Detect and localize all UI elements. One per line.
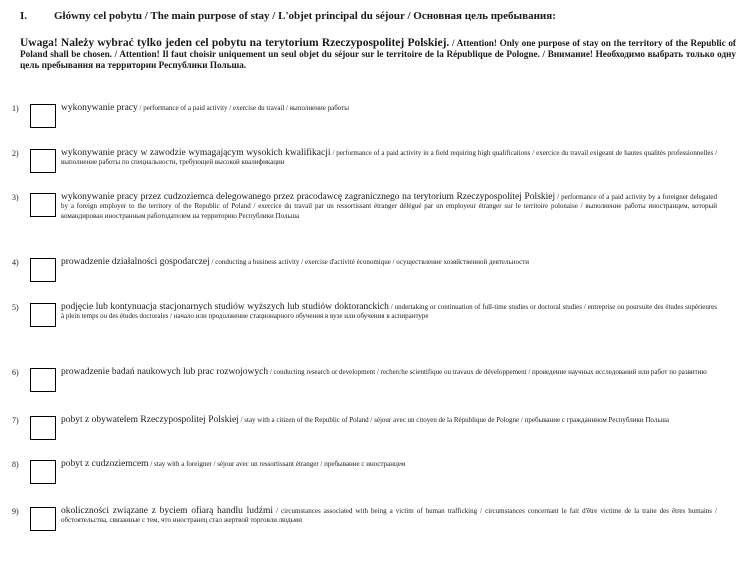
option-number: 2): [12, 149, 19, 158]
option-label-translations: / undertaking or continuation of full-time studies or doctoral studies / entreprise ou poursuite des études supérieures à plein temps ou des études doctorales / начало или продолжение стационарного обучения в вузе или обучения в аспирантуре: [61, 303, 718, 321]
option-label-translations: / conducting a business activity / exercise d'activité économique / осуществление хозяйственной деятельности: [211, 258, 530, 266]
option-label-pl: okoliczności związane z byciem ofiarą handlu ludźmi: [61, 506, 273, 516]
option-label-translations: / stay with a foreigner / séjour avec un ressortissant étranger / пребывание с иностранцем: [150, 460, 406, 468]
option-label-translations: / circumstances associated with being a victim of human trafficking / circumstances concernant le fait d'être victime de la traite des êtres humains / обстоятельства, связанные с тем, что иностранец стал жертвой торговли людьми: [61, 507, 717, 525]
option-label: [61, 104, 717, 113]
option-label-pl: prowadzenie działalności gospodarczej: [61, 257, 210, 267]
option-number: 8): [12, 460, 19, 469]
option-number: 9): [12, 507, 19, 516]
option-label: [61, 416, 717, 425]
option-label: [61, 368, 717, 377]
option-label: [61, 507, 717, 526]
option-label-pl: wykonywanie pracy w zawodzie wymagającym wysokich kwalifikacji: [61, 148, 331, 158]
option-checkbox-6[interactable]: [30, 368, 56, 392]
option-label: [61, 460, 717, 469]
option-checkbox-4[interactable]: [30, 258, 56, 282]
option-label-pl: pobyt z cudzoziemcem: [61, 459, 149, 469]
section-title: Główny cel pobytu / The main purpose of stay / L'objet principal du séjour / Основная цель пребывания:: [54, 10, 556, 22]
option-number: 4): [12, 258, 19, 267]
option-label: [61, 258, 717, 267]
option-label-translations: / performance of a paid activity / exercise du travail / выполнение работы: [139, 104, 349, 112]
option-label-pl: wykonywanie pracy: [61, 103, 138, 113]
option-number: 3): [12, 193, 19, 202]
option-number: 5): [12, 303, 19, 312]
section-number: I.: [20, 10, 28, 22]
warning-translations: / Attention! Only one purpose of stay on the territory of the Republic of Poland shall be chosen. / Attention! Il faut choisir uniquement un seul objet du séjour sur le territoire de la République de Pologne. / Внимание! Необходимо выбрать только одну цель пребывания на территории Республики Польша.: [20, 38, 736, 70]
option-label-translations: / conducting research or development / recherche scientifique ou travaux de développement / проведение научных исследований или работ по развитию: [269, 368, 707, 376]
option-checkbox-3[interactable]: [30, 193, 56, 217]
option-checkbox-8[interactable]: [30, 460, 56, 484]
option-number: 1): [12, 104, 19, 113]
option-checkbox-9[interactable]: [30, 507, 56, 531]
option-label-translations: / performance of a paid activity in a field requiring high qualifications / exercice du travail exigeant de hautes qualités professionnelles / выполнение работы по специальности, требующей высокой квалификации: [61, 149, 718, 167]
option-label: [61, 149, 717, 168]
option-label-pl: wykonywanie pracy przez cudzoziemca delegowanego przez pracodawcę zagranicznego na terytorium Rzeczypospolitej Polskiej: [61, 192, 556, 202]
warning-notice: [20, 38, 736, 71]
option-checkbox-1[interactable]: [30, 104, 56, 128]
option-checkbox-2[interactable]: [30, 149, 56, 173]
warning-lead: Uwaga! Należy wybrać tylko jeden cel pobytu na terytorium Rzeczypospolitej Polskiej.: [20, 37, 450, 49]
option-number: 7): [12, 416, 19, 425]
option-label-translations: / stay with a citizen of the Republic of Poland / séjour avec un citoyen de la République de Pologne / пребывание с гражданином Республики Польша: [240, 416, 670, 424]
option-label-pl: prowadzenie badań naukowych lub prac rozwojowych: [61, 367, 269, 377]
option-checkbox-5[interactable]: [30, 303, 56, 327]
option-label: [61, 303, 717, 322]
option-label-pl: podjęcie lub kontynuacja stacjonarnych studiów wyższych lub studiów doktoranckich: [61, 302, 389, 312]
section-header: [20, 10, 732, 22]
option-checkbox-7[interactable]: [30, 416, 56, 440]
option-label: [61, 193, 717, 221]
option-label-pl: pobyt z obywatelem Rzeczypospolitej Polskiej: [61, 415, 239, 425]
option-label-translations: / performance of a paid activity by a foreigner delegated by a foreign employer to the territory of the Republic of Poland / exercice du travail par un ressortissant étranger délégué par un employeur étranger sur le territoire polonaise / выполнение работы иностранцем, который командирован иностранным работодателем на территорию Республики Польша: [61, 193, 717, 220]
option-number: 6): [12, 368, 19, 377]
